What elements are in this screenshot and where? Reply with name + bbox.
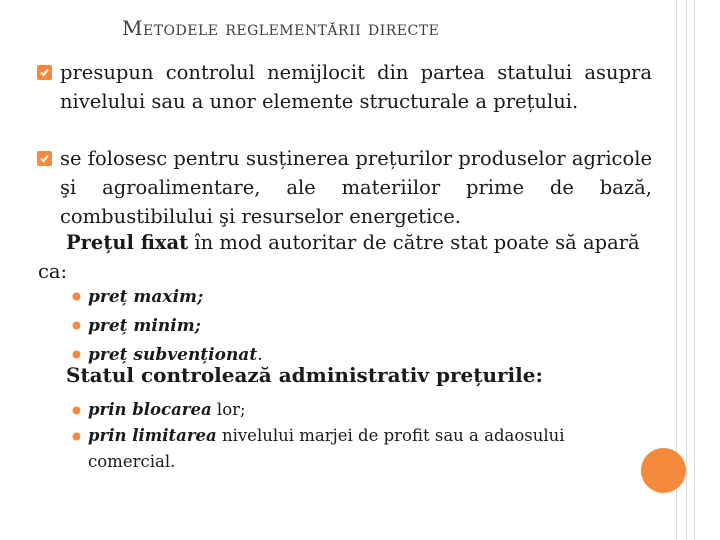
orange-dot-icon: [72, 321, 81, 330]
control-method-list: [72, 397, 652, 475]
list-item: [72, 312, 263, 341]
price-type-suffix: .: [257, 345, 263, 365]
frame-line: [694, 0, 695, 540]
slide-title: Metodele reglementării directe: [122, 16, 440, 40]
fixed-price-term: Prețul fixat: [66, 231, 189, 254]
price-type-label: preț subvenționat: [88, 345, 258, 365]
method-text: nivelului marjei de profit sau a adaosului comercial.: [88, 426, 565, 471]
bullet-item: [60, 58, 652, 116]
list-item: [72, 283, 263, 312]
method-label: prin limitarea: [88, 426, 217, 445]
bullet-text: se folosesc pentru susținerea prețurilor produselor agricole şi agroalimentare, ale materiilor prime de bază, combustibilului şi resurselor energetice.: [60, 147, 652, 228]
method-text: lor;: [211, 400, 246, 419]
list-item: [72, 423, 652, 475]
orange-dot-icon: [72, 432, 81, 441]
orange-circle-decoration: [641, 448, 686, 493]
frame-line: [686, 0, 687, 540]
section-heading: Statul controlează administrativ prețurile:: [66, 363, 543, 387]
fixed-price-paragraph: [38, 228, 652, 286]
paragraph-text: în mod autoritar de către stat poate să apară ca:: [38, 231, 640, 283]
price-type-list: [72, 283, 263, 370]
checkbox-icon: [37, 65, 52, 80]
price-type-label: preț minim;: [88, 316, 201, 336]
price-type-label: preț maxim;: [88, 287, 204, 307]
list-item: [72, 397, 652, 423]
bullet-item: [60, 144, 652, 231]
orange-dot-icon: [72, 350, 81, 359]
orange-dot-icon: [72, 292, 81, 301]
orange-dot-icon: [72, 406, 81, 415]
checkbox-icon: [37, 151, 52, 166]
method-label: prin blocarea: [88, 400, 212, 419]
bullet-text: presupun controlul nemijlocit din partea statului asupra nivelului sau a unor elemente structurale a prețului.: [60, 61, 652, 113]
